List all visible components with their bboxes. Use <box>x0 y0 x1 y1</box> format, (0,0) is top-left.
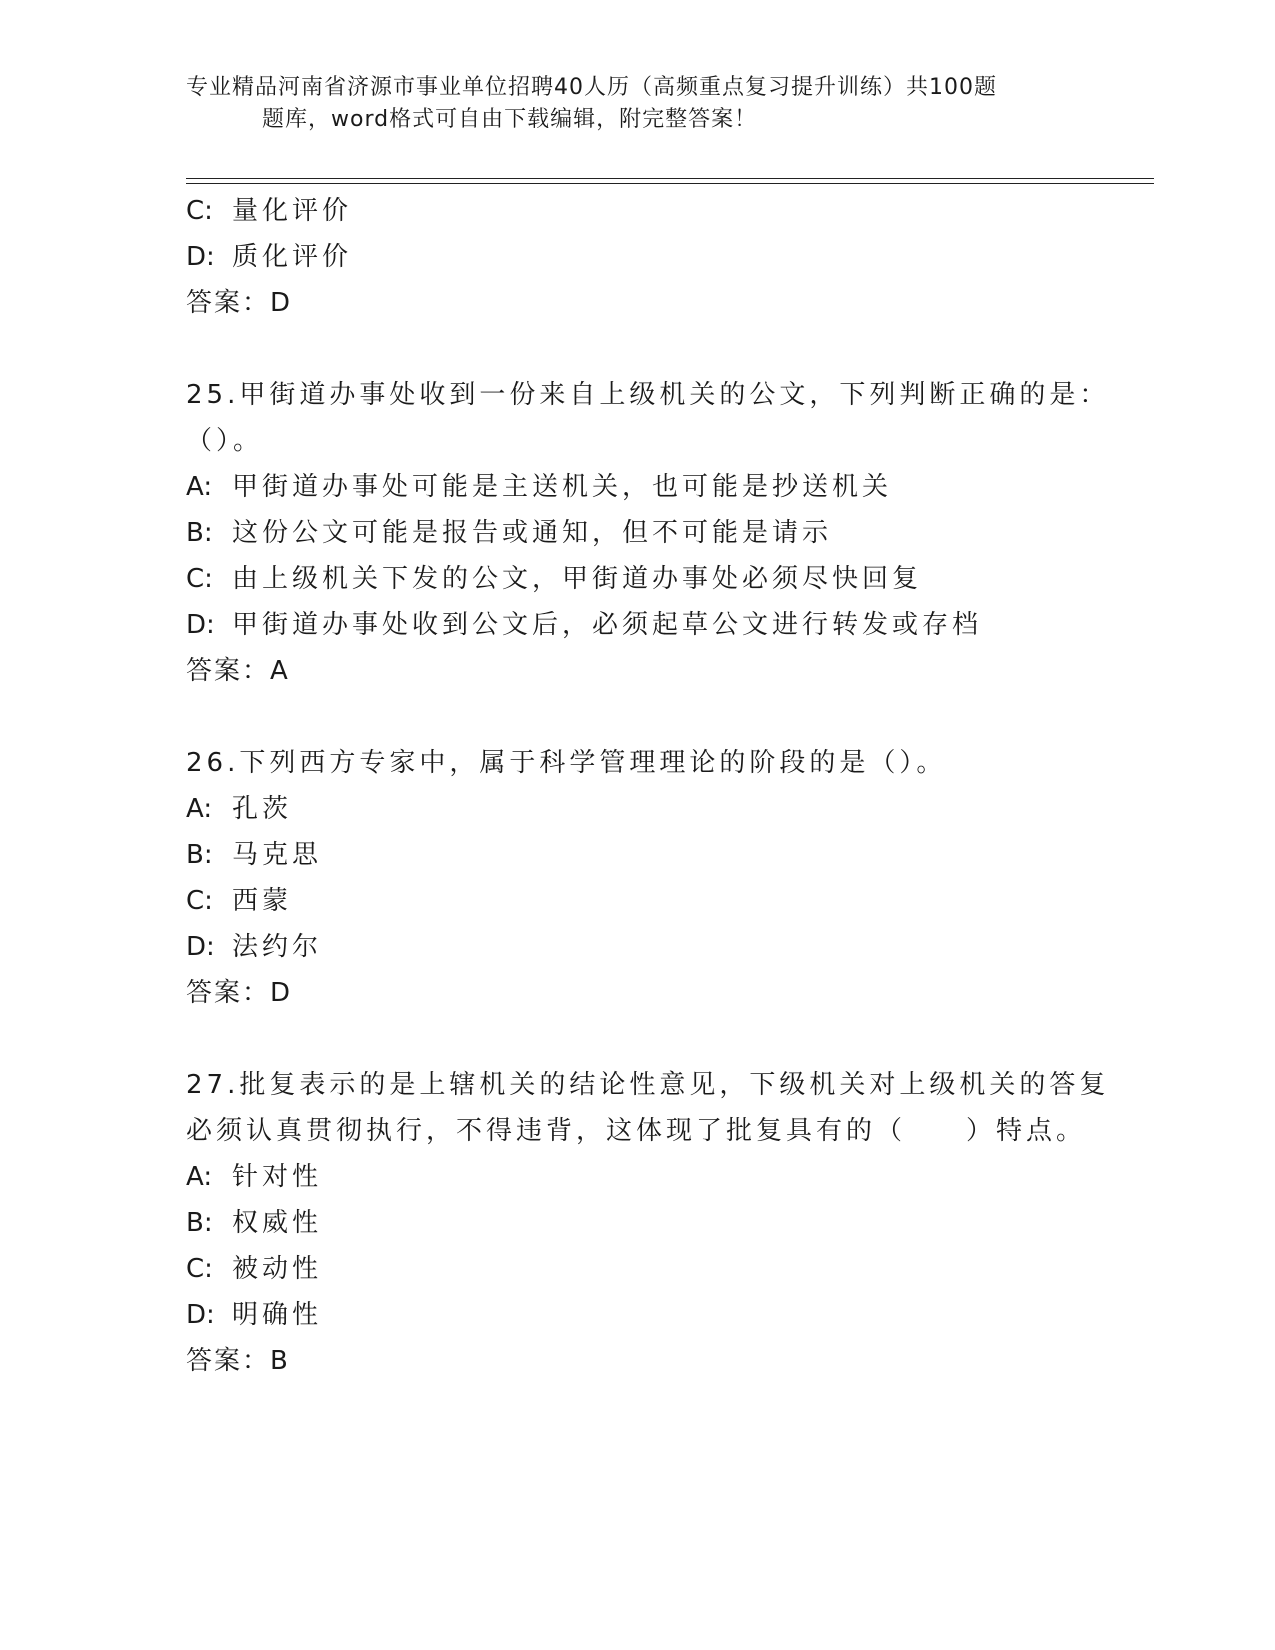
option-letter: D: <box>186 610 215 640</box>
option-letter: B: <box>186 840 213 870</box>
option-line <box>186 602 1086 648</box>
option-letter: C: <box>186 1254 213 1284</box>
option-text: 孔茨 <box>232 794 293 824</box>
option-line <box>186 832 1086 878</box>
answer-line: 答案：A <box>186 656 290 686</box>
option-letter: B: <box>186 1208 213 1238</box>
option-letter: A: <box>186 794 213 824</box>
option-letter: A: <box>186 472 213 502</box>
option-line <box>186 924 1086 970</box>
option-text: 质化评价 <box>232 242 353 272</box>
option-text: 马克思 <box>232 840 323 870</box>
question-stem-line: （）。 <box>186 426 264 456</box>
spacer <box>186 694 1086 740</box>
option-text: 甲街道办事处收到公文后，必须起草公文进行转发或存档 <box>232 610 983 640</box>
option-line <box>186 1292 1086 1338</box>
option-line <box>186 510 1086 556</box>
option-text: 甲街道办事处可能是主送机关，也可能是抄送机关 <box>232 472 893 502</box>
option-text: 法约尔 <box>232 932 323 962</box>
option-line <box>186 464 1086 510</box>
option-line <box>186 188 1086 234</box>
option-text: 这份公文可能是报告或通知，但不可能是请示 <box>232 518 833 548</box>
option-line <box>186 1154 1086 1200</box>
question-stem-line: 必须认真贯彻执行，不得违背，这体现了批复具有的（ ）特点。 <box>186 1116 1087 1146</box>
option-letter: C: <box>186 196 213 226</box>
document-body <box>186 188 1110 1384</box>
question-stem <box>186 1062 1110 1154</box>
option-text: 权威性 <box>232 1208 323 1238</box>
option-line <box>186 1200 1086 1246</box>
option-letter: C: <box>186 886 213 916</box>
option-letter: C: <box>186 564 213 594</box>
option-text: 被动性 <box>232 1254 323 1284</box>
header-title-line-2: 题库，word格式可自由下载编辑，附完整答案！ <box>262 107 758 132</box>
option-text: 量化评价 <box>232 196 353 226</box>
question-stem <box>186 372 1110 464</box>
option-letter: D: <box>186 932 215 962</box>
option-letter: B: <box>186 518 213 548</box>
option-line <box>186 878 1086 924</box>
header-divider-bottom <box>186 183 1154 184</box>
spacer <box>186 326 1086 372</box>
question-stem-line: 26.下列西方专家中，属于科学管理理论的阶段的是（）。 <box>186 748 947 778</box>
header-title-line-1: 专业精品河南省济源市事业单位招聘40人历（高频重点复习提升训练）共100题 <box>186 75 997 100</box>
question-stem-line: 25.甲街道办事处收到一份来自上级机关的公文，下列判断正确的是： <box>186 380 1110 410</box>
option-text: 针对性 <box>232 1162 323 1192</box>
option-letter: D: <box>186 1300 215 1330</box>
option-line <box>186 556 1086 602</box>
option-letter: A: <box>186 1162 213 1192</box>
answer-line: 答案：D <box>186 288 293 318</box>
document-header <box>186 72 1086 136</box>
option-letter: D: <box>186 242 215 272</box>
spacer <box>186 1016 1086 1062</box>
option-text: 西蒙 <box>232 886 293 916</box>
option-text: 由上级机关下发的公文，甲街道办事处必须尽快回复 <box>232 564 923 594</box>
answer-line: 答案：D <box>186 978 293 1008</box>
option-line <box>186 1246 1086 1292</box>
option-line <box>186 234 1086 280</box>
answer-line: 答案：B <box>186 1346 290 1376</box>
option-line <box>186 786 1086 832</box>
option-text: 明确性 <box>232 1300 323 1330</box>
header-divider-top <box>186 178 1154 179</box>
question-stem <box>186 740 1086 786</box>
question-stem-line: 27.批复表示的是上辖机关的结论性意见，下级机关对上级机关的答复 <box>186 1070 1110 1100</box>
